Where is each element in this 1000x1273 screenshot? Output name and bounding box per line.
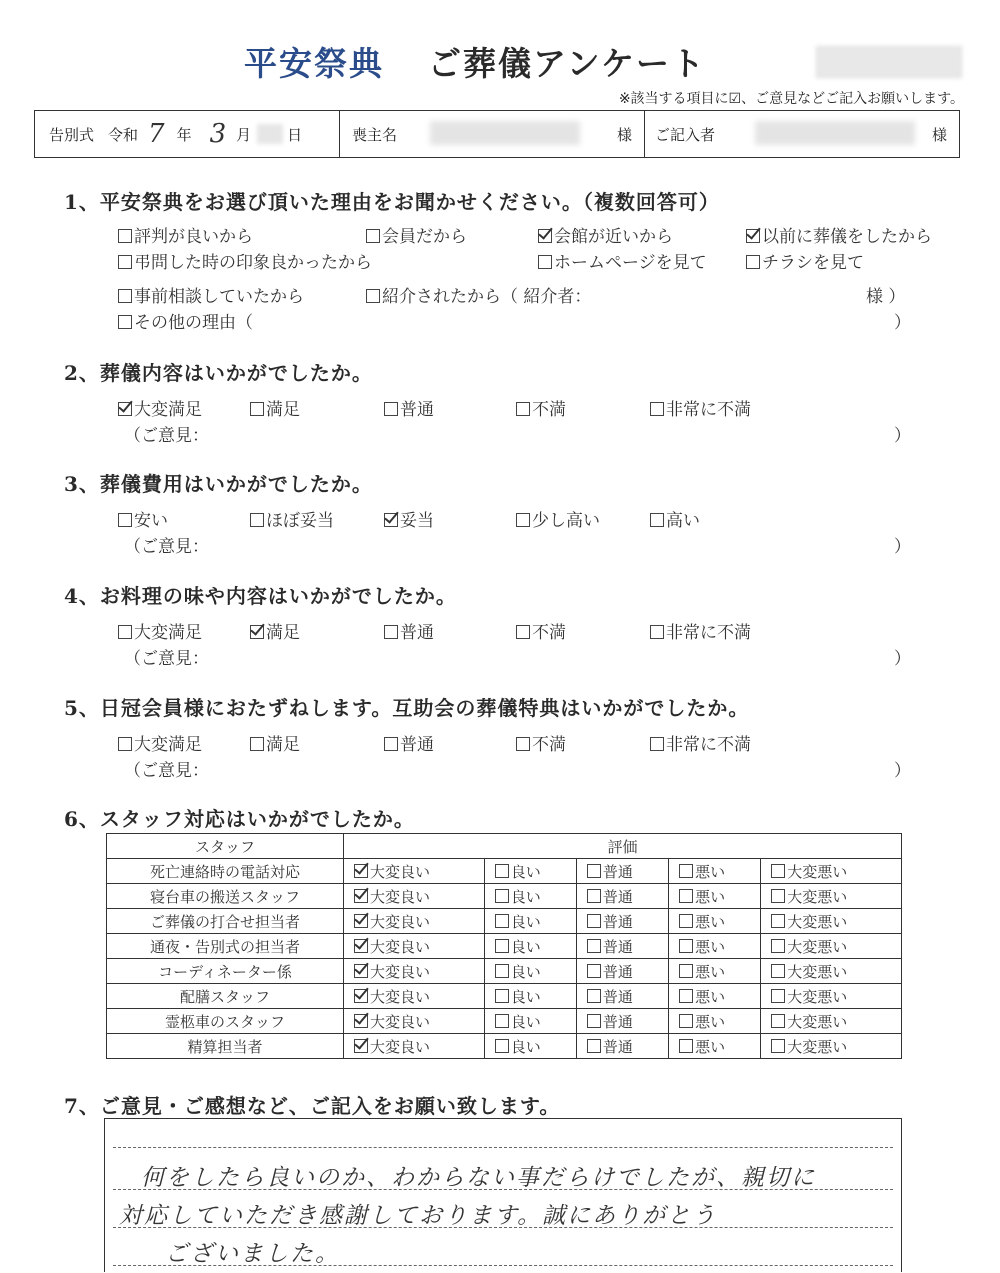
staff-name: 死亡連絡時の電話対応 <box>107 859 344 884</box>
rating-option[interactable] <box>484 984 576 1009</box>
q1-option[interactable]: 以前に葬儀をしたから <box>746 222 932 247</box>
rating-label: 悪い <box>695 1037 726 1056</box>
checkbox[interactable] <box>587 989 601 1003</box>
checkbox[interactable] <box>587 914 601 928</box>
checkbox[interactable] <box>495 939 509 953</box>
rating-option[interactable] <box>669 1009 761 1034</box>
rating-option[interactable] <box>344 1009 485 1034</box>
rating-label: 良い <box>510 862 541 881</box>
checkbox-checked[interactable] <box>538 229 552 243</box>
table-row <box>107 959 902 984</box>
rating-label: 大変良い <box>370 1037 431 1056</box>
rating-label: 大変悪い <box>787 1037 848 1056</box>
rating-option[interactable] <box>344 859 485 884</box>
rating-option[interactable] <box>484 859 576 884</box>
checkbox[interactable] <box>250 737 264 751</box>
month-value[interactable]: 3 <box>209 119 227 149</box>
paren-close: ） <box>894 649 911 669</box>
date-cell <box>35 111 340 157</box>
q2-option[interactable]: 満足 <box>250 395 300 420</box>
q2-option[interactable]: 普通 <box>384 395 434 420</box>
checkbox[interactable] <box>679 989 693 1003</box>
checkbox[interactable] <box>366 229 380 243</box>
q1-option[interactable]: 紹介されたから（ 紹介者： <box>366 282 591 307</box>
info-row <box>34 110 960 158</box>
checkbox[interactable] <box>495 1014 509 1028</box>
checkbox[interactable] <box>771 914 785 928</box>
checkbox[interactable] <box>118 229 132 243</box>
rating-label: 普通 <box>602 862 633 881</box>
checkbox[interactable] <box>384 625 398 639</box>
checkbox[interactable] <box>587 889 601 903</box>
rating-option[interactable] <box>669 859 761 884</box>
rating-label: 普通 <box>602 912 633 931</box>
rating-label: 悪い <box>695 1012 726 1031</box>
q4-option[interactable]: 満足 <box>250 618 300 643</box>
rating-label: 良い <box>510 1037 541 1056</box>
writer-sama: 様 <box>931 125 947 144</box>
question-7-title: 7、ご意見・ご感想など、ご記入をお願い致します。 <box>64 1094 561 1118</box>
checkbox[interactable] <box>650 625 664 639</box>
checkbox[interactable] <box>771 1014 785 1028</box>
rating-option[interactable] <box>576 1009 668 1034</box>
checkbox[interactable] <box>650 513 664 527</box>
staff-name: 精算担当者 <box>107 1034 344 1059</box>
q3-option[interactable]: 安い <box>118 506 168 531</box>
checkbox-checked[interactable] <box>746 229 760 243</box>
checkbox[interactable] <box>771 1039 785 1053</box>
chief-mourner-cell <box>340 111 645 157</box>
rating-label: 大変悪い <box>787 1012 848 1031</box>
day-redacted <box>257 124 283 144</box>
staff-name: ご葬儀の打合せ担当者 <box>107 909 344 934</box>
rating-label: 大変悪い <box>787 987 848 1006</box>
q1-option[interactable]: 評判が良いから <box>118 222 253 247</box>
rating-label: 大変良い <box>370 937 431 956</box>
form-title: ご葬儀アンケート <box>428 44 707 83</box>
checkbox-checked[interactable] <box>354 1039 368 1053</box>
staff-name: 霊柩車のスタッフ <box>107 1009 344 1034</box>
checkbox-checked[interactable] <box>354 914 368 928</box>
rating-option[interactable] <box>344 984 485 1009</box>
staff-name: コーディネーター係 <box>107 959 344 984</box>
ceremony-label: 告別式 <box>49 125 95 144</box>
rating-option[interactable] <box>576 859 668 884</box>
rating-label: 大変悪い <box>787 887 848 906</box>
writer-redacted[interactable] <box>755 121 915 145</box>
rating-label: 良い <box>510 887 541 906</box>
q4-option[interactable]: 非常に不満 <box>650 618 751 643</box>
checkbox[interactable] <box>746 255 760 269</box>
q3-option[interactable]: ほぼ妥当 <box>250 506 334 531</box>
brand-logo: 平安祭典 <box>244 44 384 83</box>
checkbox-checked[interactable] <box>354 939 368 953</box>
checkbox[interactable] <box>516 625 530 639</box>
rating-option[interactable] <box>761 1009 902 1034</box>
writer-cell <box>645 111 959 157</box>
day-unit: 日 <box>287 125 303 144</box>
table-header-rating: 評価 <box>344 834 902 859</box>
q2-option[interactable]: 非常に不満 <box>650 395 751 420</box>
instruction-note: ※該当する項目に☑、ご意見などご記入お願いします。 <box>618 91 964 107</box>
checkbox[interactable] <box>516 513 530 527</box>
rating-option[interactable] <box>576 984 668 1009</box>
checkbox-checked[interactable] <box>250 625 264 639</box>
rating-label: 大変悪い <box>787 912 848 931</box>
checkbox[interactable] <box>495 864 509 878</box>
question-6-title: 6、スタッフ対応はいかがでしたか。 <box>64 807 415 831</box>
rating-option[interactable] <box>576 884 668 909</box>
checkbox[interactable] <box>679 1014 693 1028</box>
paren-close: ） <box>894 313 911 333</box>
rating-option[interactable] <box>576 909 668 934</box>
checkbox[interactable] <box>118 513 132 527</box>
checkbox[interactable] <box>771 864 785 878</box>
q4-option[interactable]: 大変満足 <box>118 618 202 643</box>
checkbox[interactable] <box>587 1014 601 1028</box>
rating-label: 大変良い <box>370 962 431 981</box>
checkbox[interactable] <box>118 255 132 269</box>
rating-label: 良い <box>510 962 541 981</box>
comment-line: 何をしたら良いのか、わからない事だらけでしたが、親切に <box>141 1165 816 1191</box>
era-label: 令和 <box>108 125 139 144</box>
table-row <box>107 984 902 1009</box>
rating-label: 良い <box>510 937 541 956</box>
rating-label: 大変良い <box>370 1012 431 1031</box>
chief-mourner-label: 喪主名 <box>352 125 398 144</box>
rating-option[interactable] <box>344 884 485 909</box>
question-4-title: 4、お料理の味や内容はいかがでしたか。 <box>64 584 457 608</box>
table-header-staff: スタッフ <box>107 834 344 859</box>
rating-option[interactable] <box>344 1034 485 1059</box>
rating-option[interactable] <box>669 959 761 984</box>
rating-option[interactable] <box>344 934 485 959</box>
checkbox-checked[interactable] <box>354 989 368 1003</box>
month-unit: 月 <box>236 125 252 144</box>
checkbox-checked[interactable] <box>354 864 368 878</box>
table-row <box>107 909 902 934</box>
rating-option[interactable] <box>484 884 576 909</box>
rating-option[interactable] <box>484 909 576 934</box>
rating-option[interactable] <box>576 1034 668 1059</box>
rating-option[interactable] <box>576 934 668 959</box>
rating-option[interactable] <box>484 1034 576 1059</box>
rating-label: 大変悪い <box>787 862 848 881</box>
checkbox[interactable] <box>679 914 693 928</box>
q1-option[interactable]: ホームページを見て <box>538 248 707 273</box>
checkbox[interactable] <box>771 964 785 978</box>
rating-label: 良い <box>510 987 541 1006</box>
staff-name: 配膳スタッフ <box>107 984 344 1009</box>
paren-close: ） <box>894 537 911 557</box>
year-value[interactable]: 7 <box>148 119 165 149</box>
paren-close: ） <box>894 426 911 446</box>
question-3-title: 3、葬儀費用はいかがでしたか。 <box>64 472 373 496</box>
rating-option[interactable] <box>761 859 902 884</box>
checkbox-checked[interactable] <box>384 513 398 527</box>
q4-option[interactable]: 不満 <box>516 618 566 643</box>
comment-box[interactable] <box>104 1118 902 1272</box>
checkbox[interactable] <box>679 864 693 878</box>
checkbox[interactable] <box>495 914 509 928</box>
rating-label: 普通 <box>602 1012 633 1031</box>
checkbox[interactable] <box>384 402 398 416</box>
rating-label: 大変良い <box>370 862 431 881</box>
rating-label: 悪い <box>695 862 726 881</box>
staff-name: 通夜・告別式の担当者 <box>107 934 344 959</box>
question-2-title: 2、葬儀内容はいかがでしたか。 <box>64 361 373 385</box>
rating-label: 悪い <box>695 912 726 931</box>
rating-label: 悪い <box>695 937 726 956</box>
rating-option[interactable] <box>761 909 902 934</box>
checkbox-checked[interactable] <box>354 1014 368 1028</box>
q1-option[interactable]: チラシを見て <box>746 248 864 273</box>
q1-option[interactable]: 会員だから <box>366 222 467 247</box>
rating-option[interactable] <box>761 959 902 984</box>
rating-option[interactable] <box>761 934 902 959</box>
rating-label: 普通 <box>602 887 633 906</box>
checkbox[interactable] <box>771 989 785 1003</box>
checkbox[interactable] <box>495 989 509 1003</box>
q3-option[interactable]: 妥当 <box>384 506 434 531</box>
question-1-title: 1、平安祭典をお選び頂いた理由をお聞かせください。（複数回答可） <box>64 190 720 214</box>
checkbox[interactable] <box>587 939 601 953</box>
rating-option[interactable] <box>344 909 485 934</box>
staff-rating-table <box>106 833 902 1059</box>
checkbox[interactable] <box>679 964 693 978</box>
rating-option[interactable] <box>761 984 902 1009</box>
q5-option[interactable]: 普通 <box>384 730 434 755</box>
table-row <box>107 1009 902 1034</box>
checkbox[interactable] <box>118 737 132 751</box>
writer-label: ご記入者 <box>655 125 716 144</box>
checkbox-checked[interactable] <box>354 964 368 978</box>
staff-name: 寝台車の搬送スタッフ <box>107 884 344 909</box>
rating-label: 良い <box>510 1012 541 1031</box>
q5-option[interactable]: 非常に不満 <box>650 730 751 755</box>
question-5-title: 5、日冠会員様におたずねします。互助会の葬儀特典はいかがでしたか。 <box>64 696 750 720</box>
opinion-label: （ご意見： <box>124 761 209 781</box>
rating-option[interactable] <box>576 959 668 984</box>
checkbox[interactable] <box>495 1039 509 1053</box>
table-row <box>107 1034 902 1059</box>
q1-option[interactable]: その他の理由（ <box>118 308 253 333</box>
year-unit: 年 <box>176 125 192 144</box>
q1-option[interactable]: 事前相談していたから <box>118 282 304 307</box>
rating-option[interactable] <box>669 909 761 934</box>
checkbox[interactable] <box>587 1039 601 1053</box>
checkbox[interactable] <box>679 889 693 903</box>
q5-option[interactable]: 大変満足 <box>118 730 202 755</box>
q2-option[interactable]: 不満 <box>516 395 566 420</box>
q1-option[interactable]: 会館が近いから <box>538 222 673 247</box>
chief-mourner-sama: 様 <box>616 125 632 144</box>
referrer-sama: 様 ） <box>866 287 906 307</box>
chief-mourner-redacted[interactable] <box>430 121 580 145</box>
rating-label: 普通 <box>602 962 633 981</box>
checkbox[interactable] <box>118 625 132 639</box>
q3-option[interactable]: 少し高い <box>516 506 600 531</box>
checkbox[interactable] <box>250 513 264 527</box>
redacted-stamp <box>816 46 962 78</box>
checkbox[interactable] <box>118 289 132 303</box>
rating-label: 悪い <box>695 962 726 981</box>
checkbox[interactable] <box>250 402 264 416</box>
table-row <box>107 884 902 909</box>
rating-label: 普通 <box>602 987 633 1006</box>
rating-option[interactable] <box>669 884 761 909</box>
checkbox[interactable] <box>771 939 785 953</box>
checkbox[interactable] <box>771 889 785 903</box>
checkbox[interactable] <box>495 964 509 978</box>
rating-option[interactable] <box>669 984 761 1009</box>
q4-option[interactable]: 普通 <box>384 618 434 643</box>
rating-label: 普通 <box>602 1037 633 1056</box>
checkbox[interactable] <box>587 864 601 878</box>
checkbox[interactable] <box>384 737 398 751</box>
opinion-label: （ご意見： <box>124 649 209 669</box>
rating-option[interactable] <box>761 1034 902 1059</box>
rating-label: 大変良い <box>370 912 431 931</box>
checkbox[interactable] <box>118 315 132 329</box>
q3-option[interactable]: 高い <box>650 506 700 531</box>
rating-label: 大変悪い <box>787 962 848 981</box>
checkbox[interactable] <box>650 737 664 751</box>
rating-option[interactable] <box>669 934 761 959</box>
checkbox[interactable] <box>538 255 552 269</box>
opinion-label: （ご意見： <box>124 426 209 446</box>
q1-option[interactable]: 弔問した時の印象良かったから <box>118 248 372 273</box>
comment-line: ございました。 <box>165 1241 340 1267</box>
checkbox[interactable] <box>679 939 693 953</box>
rating-label: 普通 <box>602 937 633 956</box>
rating-option[interactable] <box>669 1034 761 1059</box>
rating-label: 大変良い <box>370 887 431 906</box>
q2-option[interactable]: 大変満足 <box>118 395 202 420</box>
table-row <box>107 859 902 884</box>
checkbox[interactable] <box>679 1039 693 1053</box>
rating-label: 悪い <box>695 987 726 1006</box>
dashed-line <box>113 1147 893 1148</box>
paren-close: ） <box>894 761 911 781</box>
opinion-label: （ご意見： <box>124 537 209 557</box>
checkbox[interactable] <box>366 289 380 303</box>
checkbox[interactable] <box>516 402 530 416</box>
checkbox[interactable] <box>650 402 664 416</box>
table-row <box>107 934 902 959</box>
q5-option[interactable]: 不満 <box>516 730 566 755</box>
rating-label: 大変悪い <box>787 937 848 956</box>
checkbox[interactable] <box>516 737 530 751</box>
rating-option[interactable] <box>484 1009 576 1034</box>
rating-option[interactable] <box>761 884 902 909</box>
q5-option[interactable]: 満足 <box>250 730 300 755</box>
rating-option[interactable] <box>484 959 576 984</box>
rating-option[interactable] <box>344 959 485 984</box>
checkbox-checked[interactable] <box>354 889 368 903</box>
comment-line: 対応していただき感謝しております。誠にありがとう <box>119 1203 718 1229</box>
rating-label: 悪い <box>695 887 726 906</box>
checkbox[interactable] <box>495 889 509 903</box>
checkbox-checked[interactable] <box>118 402 132 416</box>
rating-option[interactable] <box>484 934 576 959</box>
checkbox[interactable] <box>587 964 601 978</box>
rating-label: 良い <box>510 912 541 931</box>
rating-label: 大変良い <box>370 987 431 1006</box>
